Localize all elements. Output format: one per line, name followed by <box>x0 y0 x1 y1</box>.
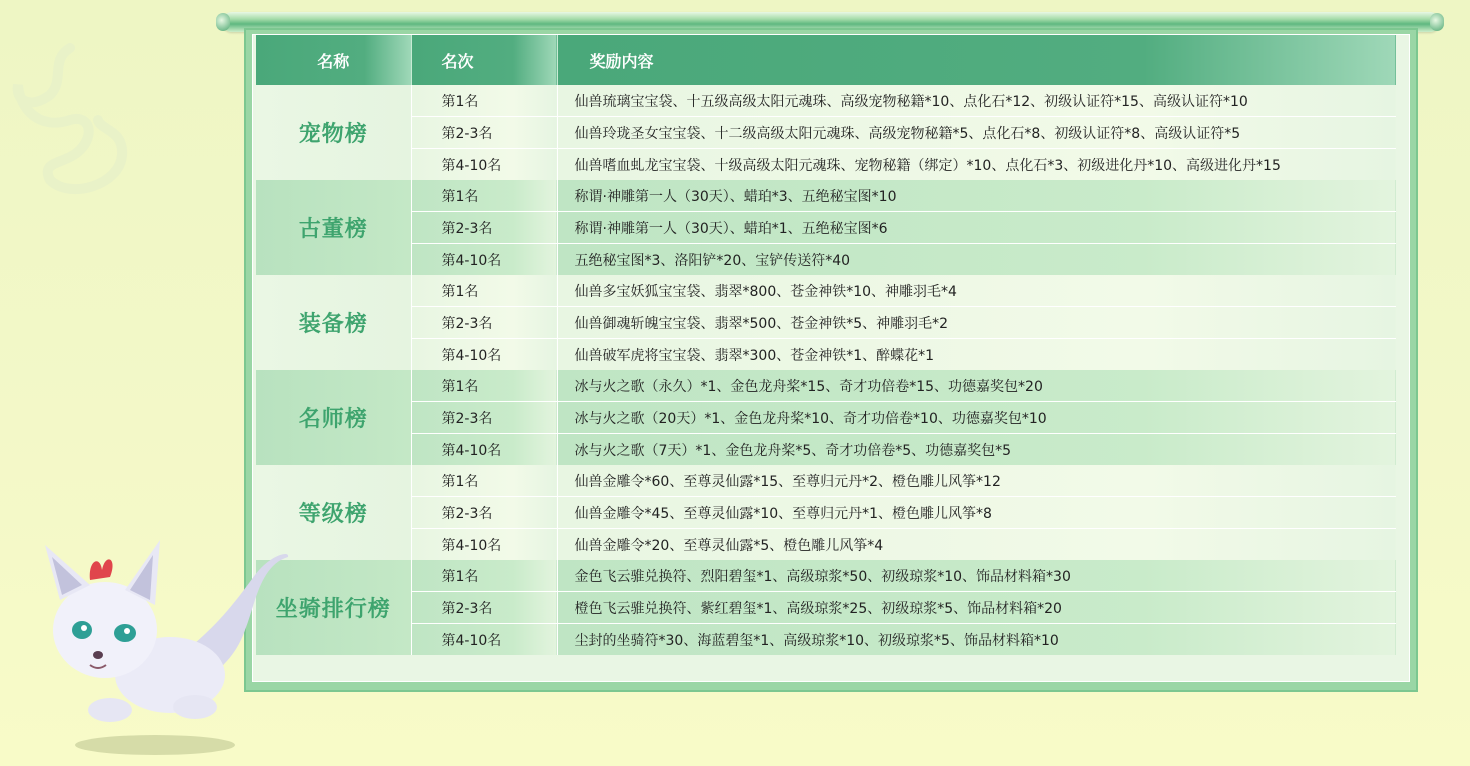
table-row <box>256 339 1396 371</box>
reward-cell: 仙兽金雕令*45、至尊灵仙露*10、至尊归元丹*1、橙色雕儿风筝*8 <box>557 497 1396 529</box>
rank-cell: 第1名 <box>411 560 557 592</box>
reward-cell: 冰与火之歌（7天）*1、金色龙舟桨*5、奇才功倍卷*5、功德嘉奖包*5 <box>557 434 1396 466</box>
rank-cell: 第2-3名 <box>411 117 557 149</box>
reward-cell: 五绝秘宝图*3、洛阳铲*20、宝铲传送符*40 <box>557 244 1396 276</box>
rank-cell: 第4-10名 <box>411 624 557 656</box>
reward-cell: 仙兽多宝妖狐宝宝袋、翡翠*800、苍金神铁*10、神雕羽毛*4 <box>557 275 1396 307</box>
table-row <box>256 624 1396 656</box>
rank-cell: 第2-3名 <box>411 307 557 339</box>
reward-cell: 尘封的坐骑符*30、海蓝碧玺*1、高级琼浆*10、初级琼浆*5、饰品材料箱*10 <box>557 624 1396 656</box>
rank-cell: 第2-3名 <box>411 212 557 244</box>
table-row <box>256 560 1396 592</box>
table-row <box>256 180 1396 212</box>
table-row <box>256 307 1396 339</box>
table-row <box>256 402 1396 434</box>
reward-table <box>256 35 1396 655</box>
table-row <box>256 592 1396 624</box>
reward-cell: 仙兽金雕令*20、至尊灵仙露*5、橙色雕儿风筝*4 <box>557 529 1396 561</box>
rank-cell: 第4-10名 <box>411 244 557 276</box>
rank-cell: 第1名 <box>411 180 557 212</box>
reward-cell: 仙兽御魂斩魄宝宝袋、翡翠*500、苍金神铁*5、神雕羽毛*2 <box>557 307 1396 339</box>
rank-cell: 第2-3名 <box>411 402 557 434</box>
rank-cell: 第1名 <box>411 275 557 307</box>
table-row <box>256 244 1396 276</box>
table-header-row <box>256 35 1396 85</box>
reward-cell: 金色飞云骓兑换符、烈阳碧玺*1、高级琼浆*50、初级琼浆*10、饰品材料箱*30 <box>557 560 1396 592</box>
cloud-swirl-decoration <box>10 40 130 200</box>
rank-cell: 第4-10名 <box>411 149 557 181</box>
reward-cell: 称谓·神雕第一人（30天）、蜡珀*1、五绝秘宝图*6 <box>557 212 1396 244</box>
reward-cell: 称谓·神雕第一人（30天）、蜡珀*3、五绝秘宝图*10 <box>557 180 1396 212</box>
reward-cell: 仙兽琉璃宝宝袋、十五级高级太阳元魂珠、高级宠物秘籍*10、点化石*12、初级认证符*15、高级认证符*10 <box>557 85 1396 117</box>
rank-cell: 第2-3名 <box>411 497 557 529</box>
reward-cell: 仙兽金雕令*60、至尊灵仙露*15、至尊归元丹*2、橙色雕儿风筝*12 <box>557 465 1396 497</box>
category-name: 等级榜 <box>256 465 411 560</box>
rank-cell: 第2-3名 <box>411 592 557 624</box>
reward-table-body <box>256 85 1396 655</box>
category-name: 古董榜 <box>256 180 411 275</box>
category-name: 名师榜 <box>256 370 411 465</box>
table-row <box>256 117 1396 149</box>
scroll-rod-cap-left <box>216 13 230 31</box>
table-row <box>256 465 1396 497</box>
reward-cell: 冰与火之歌（20天）*1、金色龙舟桨*10、奇才功倍卷*10、功德嘉奖包*10 <box>557 402 1396 434</box>
reward-cell: 仙兽嗜血虬龙宝宝袋、十级高级太阳元魂珠、宠物秘籍（绑定）*10、点化石*3、初级进化丹*10、高级进化丹*15 <box>557 149 1396 181</box>
rank-cell: 第1名 <box>411 85 557 117</box>
header-name: 名称 <box>256 35 411 85</box>
rank-cell: 第1名 <box>411 370 557 402</box>
reward-cell: 仙兽破军虎将宝宝袋、翡翠*300、苍金神铁*1、醉蝶花*1 <box>557 339 1396 371</box>
reward-cell: 橙色飞云骓兑换符、紫红碧玺*1、高级琼浆*25、初级琼浆*5、饰品材料箱*20 <box>557 592 1396 624</box>
category-name: 坐骑排行榜 <box>256 560 411 655</box>
rank-cell: 第1名 <box>411 465 557 497</box>
fox-mascot-image <box>30 535 300 760</box>
rank-cell: 第4-10名 <box>411 434 557 466</box>
table-row <box>256 275 1396 307</box>
rank-cell: 第4-10名 <box>411 529 557 561</box>
table-row <box>256 497 1396 529</box>
category-name: 宠物榜 <box>256 85 411 180</box>
rank-cell: 第4-10名 <box>411 339 557 371</box>
reward-cell: 冰与火之歌（永久）*1、金色龙舟桨*15、奇才功倍卷*15、功德嘉奖包*20 <box>557 370 1396 402</box>
reward-panel <box>244 28 1418 692</box>
table-row <box>256 212 1396 244</box>
table-row <box>256 85 1396 117</box>
header-reward: 奖励内容 <box>557 35 1396 85</box>
reward-cell: 仙兽玲珑圣女宝宝袋、十二级高级太阳元魂珠、高级宠物秘籍*5、点化石*8、初级认证符*8、高级认证符*5 <box>557 117 1396 149</box>
category-name: 装备榜 <box>256 275 411 370</box>
header-rank: 名次 <box>411 35 557 85</box>
table-row <box>256 370 1396 402</box>
scroll-rod-cap-right <box>1430 13 1444 31</box>
table-row <box>256 529 1396 561</box>
table-row <box>256 434 1396 466</box>
table-row <box>256 149 1396 181</box>
